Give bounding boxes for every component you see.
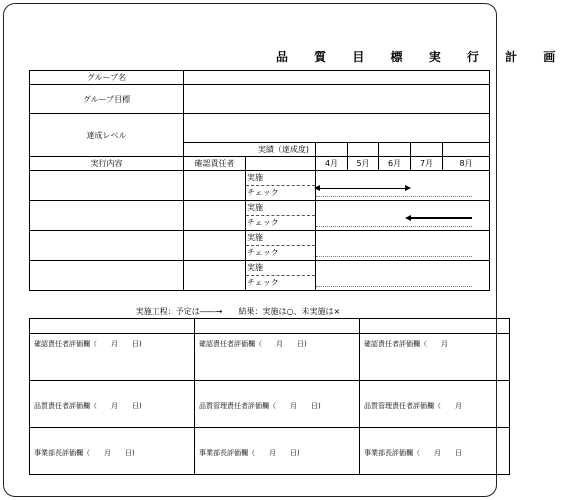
planned-arrow-line: [409, 217, 472, 219]
execution-label: 実施: [247, 263, 263, 272]
eval-responsible-cell[interactable]: 確認責任者評価欄（ 月: [360, 334, 510, 381]
page-clip: [4, 4, 566, 496]
group-name-row: [30, 71, 490, 85]
legend-note: 実施工程：予定は――→ 結果：実施は○、未実施は×: [135, 307, 341, 316]
group-goal-row: [30, 85, 490, 114]
month-header: 6月: [379, 157, 411, 171]
header-row: [30, 157, 490, 171]
check-label: チェック: [246, 275, 315, 290]
check-label: チェック: [246, 185, 315, 200]
group-goal-field[interactable]: [184, 85, 490, 114]
eval-quality-cell[interactable]: 品質管理責任者評価欄（ 月: [360, 381, 510, 428]
arrow-head-right-icon: [405, 185, 411, 191]
dotted-guide: [316, 196, 472, 197]
schedule-header: [246, 157, 316, 171]
month-header: 7月: [411, 157, 443, 171]
responsible-cell[interactable]: [184, 171, 246, 201]
plan-table: [29, 70, 490, 291]
page-title: 品 質 目 標 実 行 計 画: [276, 50, 566, 64]
action-content-cell[interactable]: [30, 231, 184, 261]
action-content-cell[interactable]: [30, 171, 184, 201]
group-name-label: グループ名: [30, 71, 184, 85]
results-cell-3[interactable]: [379, 143, 411, 157]
month-header: 8月: [443, 157, 490, 171]
results-cell-4[interactable]: [411, 143, 443, 157]
dotted-guide: [316, 286, 472, 287]
action-content-cell[interactable]: [30, 261, 184, 291]
planned-arrow-line: [317, 188, 408, 189]
execution-label: 実施: [247, 233, 263, 242]
group-name-field[interactable]: [184, 71, 490, 85]
month-header: 5月: [348, 157, 379, 171]
action-header: 実行内容: [30, 157, 184, 171]
execution-label: 実施: [247, 203, 263, 212]
arrow-head-left-icon: [405, 215, 411, 221]
eval-quality-cell[interactable]: 品質責任者評価欄（ 月 日): [30, 381, 195, 428]
eval-quality-cell[interactable]: 品質管理責任者評価欄（ 月 日): [195, 381, 360, 428]
eval-responsible-cell[interactable]: 確認責任者評価欄（ 月 日): [30, 334, 195, 381]
eval-director-cell[interactable]: 事業部長評価欄（ 月 日): [195, 428, 360, 475]
responsible-cell[interactable]: [184, 201, 246, 231]
evaluation-table: [29, 318, 510, 475]
responsible-cell[interactable]: [184, 231, 246, 261]
responsible-cell[interactable]: [184, 261, 246, 291]
dotted-guide: [316, 256, 472, 257]
results-cell-5[interactable]: [443, 143, 490, 157]
results-cell-1[interactable]: [316, 143, 348, 157]
eval-director-cell[interactable]: 事業部長評価欄（ 月 日: [360, 428, 510, 475]
achievement-row: [30, 114, 490, 143]
check-label: チェック: [246, 245, 315, 260]
results-label: 実績（達成度): [184, 143, 316, 157]
responsible-header: 確認責任者: [184, 157, 246, 171]
arrow-head-left-icon: [314, 185, 320, 191]
eval-responsible-cell[interactable]: 確認責任者評価欄（ 月 日): [195, 334, 360, 381]
achievement-field[interactable]: [184, 114, 490, 143]
dotted-guide: [316, 226, 472, 227]
action-content-cell[interactable]: [30, 201, 184, 231]
eval-director-cell[interactable]: 事業部長評価欄（ 月 日): [30, 428, 195, 475]
month-header: 4月: [316, 157, 348, 171]
execution-label: 実施: [247, 173, 263, 182]
results-cell-2[interactable]: [348, 143, 379, 157]
check-label: チェック: [246, 215, 315, 230]
achievement-label: 達成レベル: [30, 114, 184, 157]
document-frame: [3, 3, 566, 497]
group-goal-label: グループ目標: [30, 85, 184, 114]
